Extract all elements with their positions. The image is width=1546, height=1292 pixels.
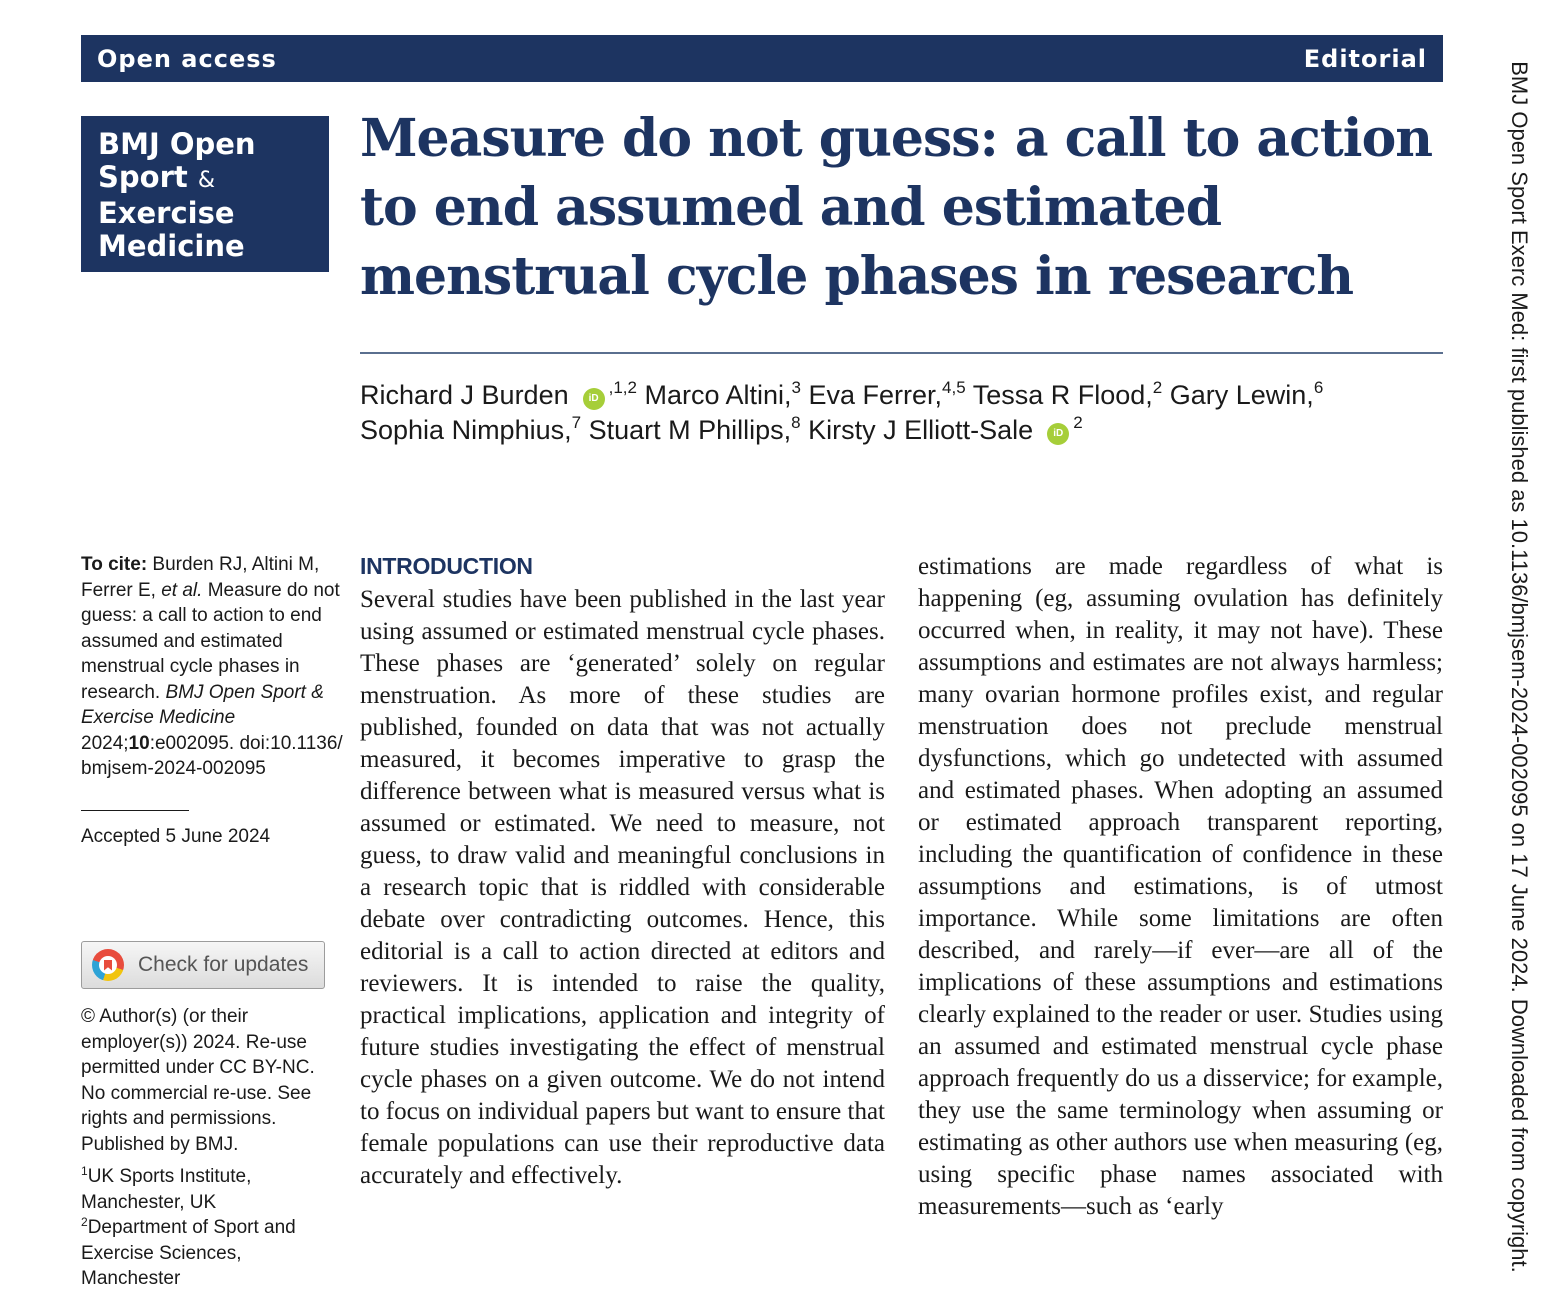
author-list xyxy=(360,378,1450,448)
open-access-label: Open access xyxy=(97,44,277,73)
logo-line-2: Sport & xyxy=(98,160,215,194)
journal-logo xyxy=(81,116,329,272)
logo-line-1: BMJ Open xyxy=(98,127,256,161)
citation-block: To cite: Burden RJ, Altini M, Ferrer E, et al. Measure do not guess: a call to action to end assumed and estimated menstrual cycle phases in research. BMJ Open Sport & Exercise Medicine 2024;10:e002095. doi:10.1136/ bmjsem-2024-002095 xyxy=(81,554,343,779)
author-name[interactable]: Kirsty J Elliott-Sale xyxy=(800,415,1034,445)
crossmark-icon xyxy=(92,949,124,981)
author-name[interactable]: Stuart M Phillips, xyxy=(581,415,792,445)
author-name[interactable]: Gary Lewin, xyxy=(1162,380,1314,410)
author-name[interactable]: Eva Ferrer, xyxy=(801,380,943,410)
article-title: Measure do not guess: a call to action to end assumed and estimated menstrual cycle phases in research xyxy=(360,108,1433,307)
orcid-icon[interactable]: iD xyxy=(1047,423,1069,445)
citation-sidebar xyxy=(81,552,343,849)
copyright-text: © Author(s) (or their employer(s)) 2024. Re-use permitted under CC BY-NC. No commercial re-use. See rights and permissions. Published by BMJ. xyxy=(81,1006,315,1155)
accepted-date: Accepted 5 June 2024 xyxy=(81,825,271,847)
author-name[interactable]: Tessa R Flood, xyxy=(965,380,1153,410)
affiliation-1: $^1$UK Sports Institute, Manchester, UK xyxy=(81,1164,252,1213)
check-for-updates-button[interactable] xyxy=(81,941,325,989)
download-watermark: BMJ Open Sport Exerc Med: first published as 10.1136/bmjsem-2024-002095 on 17 June 2024. Downloaded from copyright. xyxy=(1507,61,1532,1273)
logo-line-3: Exercise xyxy=(98,196,235,230)
journal-header-bar xyxy=(81,35,1443,82)
title-divider xyxy=(360,352,1443,354)
affiliation-2: $^2$Department of Sport and Exercise Sciences, Manchester xyxy=(81,1215,296,1289)
check-for-updates-label: Check for updates xyxy=(138,953,309,976)
article-type-label: Editorial xyxy=(1303,44,1427,73)
orcid-icon[interactable]: iD xyxy=(583,388,605,410)
author-name[interactable]: Marco Altini, xyxy=(636,380,792,410)
author-line-1: Richard J Burden $iD^{,1,2}$ Marco Altini,$^3$ Eva Ferrer,$^{4,5}$ Tessa R Flood,$^2$ Gary Lewin,$^6$ xyxy=(360,378,1324,410)
body-column-2: estimations are made regardless of what is happening (eg, assuming ovulation has definitely occurred when, in reality, it may not have). These assumptions and estimates are not always harmless; many ovarian hormone profiles exist, and regular menstruation does not preclude menstrual dysfunctions, which go undetected with assumed and estimated phases. When adopting an assumed or estimated approach transparent reporting, including the quantification of confidence in these assumptions and estimations, is of utmost importance. While some limitations are often described, and rarely—if ever—are all of the implications of these assumptions and estimations clearly explained to the reader or user. Studies using an assumed and estimated menstrual cycle phase approach frequently do us a disservice; for example, they use the same terminology when assuming or estimating as other authors use when measuring (eg, using specific phase names associated with measurements—such as ‘early xyxy=(918,553,1443,1220)
author-name[interactable]: Richard J Burden xyxy=(360,380,569,410)
doi-link[interactable]: :e002095. doi:10.1136/ bmjsem-2024-002095 xyxy=(81,732,343,779)
sidebar-divider xyxy=(81,810,189,811)
copyright-block xyxy=(81,1004,343,1292)
body-column-1: Several studies have been published in the last year using assumed or estimated menstrual cycle phases. These phases are ‘generated’ solely on regular menstruation. As more of these studies are published, founded on data that was not actually measured, it becomes imperative to grasp the difference between what is measured versus what is assumed or estimated. We need to measure, not guess, to draw valid and meaningful conclusions in a research topic that is riddled with considerable debate over contradicting outcomes. Hence, this editorial is a call to action directed at editors and reviewers. It is intended to raise the quality, practical implications, application and integrity of future studies investigating the effect of menstrual cycle phases on a given outcome. We do not intend to focus on individual papers but want to ensure that female populations can use their reproductive data accurately and effectively. xyxy=(360,586,885,1189)
logo-line-4: Medicine xyxy=(98,229,245,263)
section-heading: INTRODUCTION xyxy=(360,553,533,579)
author-name[interactable]: Sophia Nimphius, xyxy=(360,415,572,445)
author-line-2: Sophia Nimphius,$^7$ Stuart M Phillips,$^8$ Kirsty J Elliott-Sale $iD^2$ xyxy=(360,413,1083,445)
